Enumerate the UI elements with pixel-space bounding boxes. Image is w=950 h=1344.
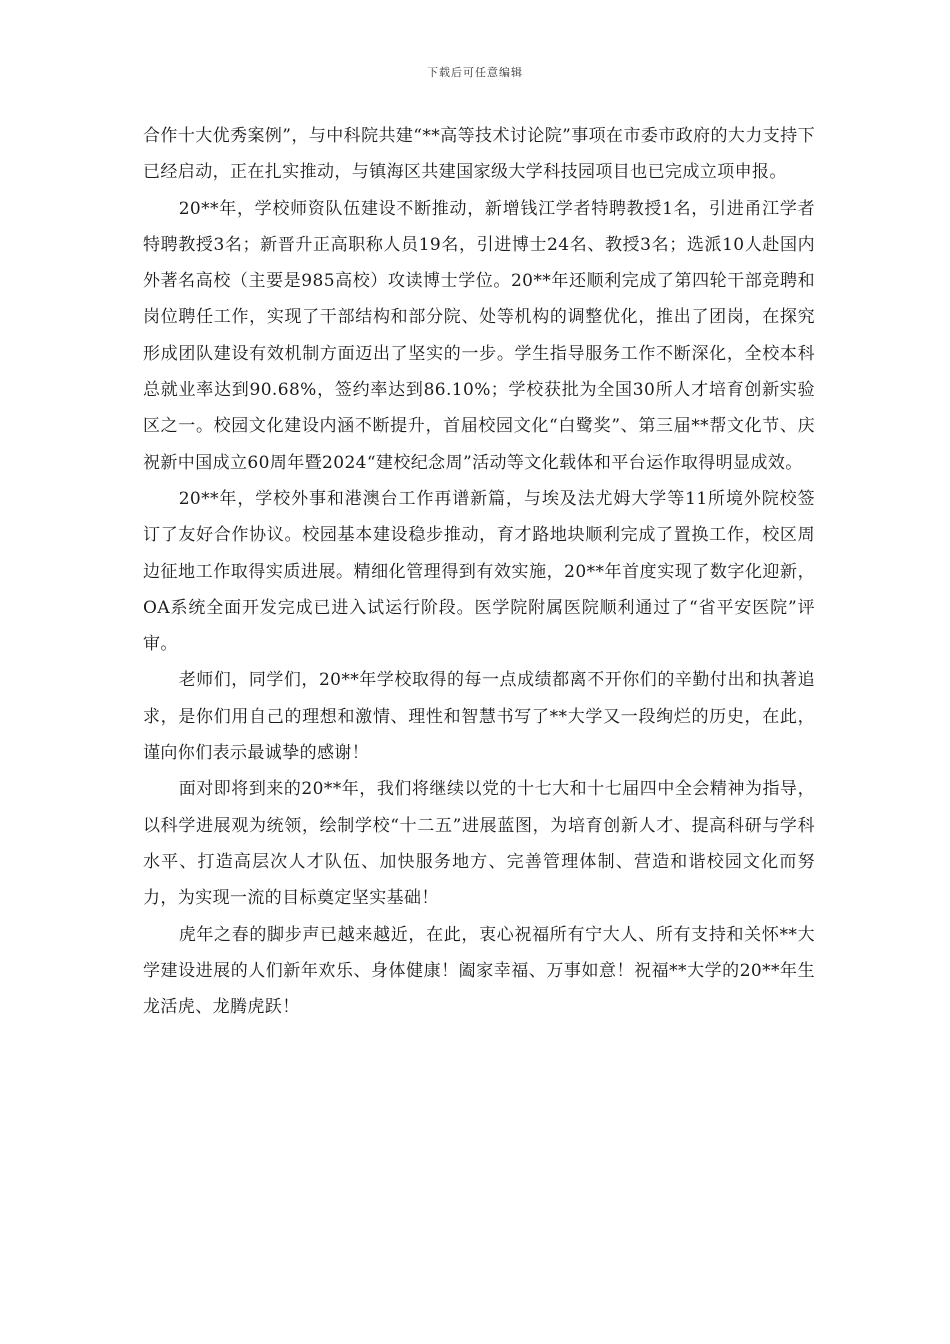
paragraph-3: 20**年，学校外事和港澳台工作再谱新篇，与埃及法尤姆大学等11所境外院校签订了友好合作协议。校园基本建设稳步推动，育才路地块顺利完成了置换工作，校区周边征地工作取得实质进展。精细化管理得到有效实施，20**年首度实现了数字化迎新，OA系统全面开发完成已进入试运行阶段。医学院附属医院顺利通过了“省平安医院”评审。 <box>143 488 815 655</box>
paragraph-1: 合作十大优秀案例”，与中科院共建“**高等技术讨论院”事项在市委市政府的大力支持下已经启动，正在扎实推动，与镇海区共建国家级大学科技园项目也已完成立项申报。 <box>143 126 815 183</box>
paragraph-2: 20**年，学校师资队伍建设不断推动，新增钱江学者特聘教授1名，引进甬江学者特聘教授3名；新晋升正高职称人员19名，引进博士24名、教授3名；选派10人赴国内外著名高校（主要是985高校）攻读博士学位。20**年还顺利完成了第四轮干部竞聘和岗位聘任工作，实现了干部结构和部分院、处等机构的调整优化，推出了团岗，在探究形成团队建设有效机制方面迈出了坚实的一步。学生指导服务工作不断深化，全校本科总就业率达到90.68%，签约率达到86.10%；学校获批为全国30所人才培育创新实验区之一。校园文化建设内涵不断提升，首届校园文化“白鹭奖”、第三届**帮文化节、庆祝新中国成立60周年暨2024“建校纪念周”活动等文化载体和平台运作取得明显成效。 <box>143 198 815 473</box>
page-header: 下载后可任意编辑 <box>427 66 523 79</box>
paragraph-4: 老师们，同学们，20**年学校取得的每一点成绩都离不开你们的辛勤付出和执著追求，是你们用自己的理想和激情、理性和智慧书写了**大学又一段绚烂的历史，在此，谨向你们表示最诚挚的感谢！ <box>143 670 815 764</box>
paragraph-6: 虎年之春的脚步声已越来越近，在此，衷心祝福所有宁大人、所有支持和关怀**大学建设进展的人们新年欢乐、身体健康！阖家幸福、万事如意！祝福**大学的20**年生龙活虎、龙腾虎跃！ <box>143 924 815 1018</box>
paragraph-5: 面对即将到来的20**年，我们将继续以党的十七大和十七届四中全会精神为指导，以科学进展观为统领，绘制学校“十二五”进展蓝图，为培育创新人才、提高科研与学科水平、打造高层次人才队伍、加快服务地方、完善管理体制、营造和谐校园文化而努力，为实现一流的目标奠定坚实基础！ <box>143 779 815 909</box>
document-body <box>143 118 815 1025</box>
